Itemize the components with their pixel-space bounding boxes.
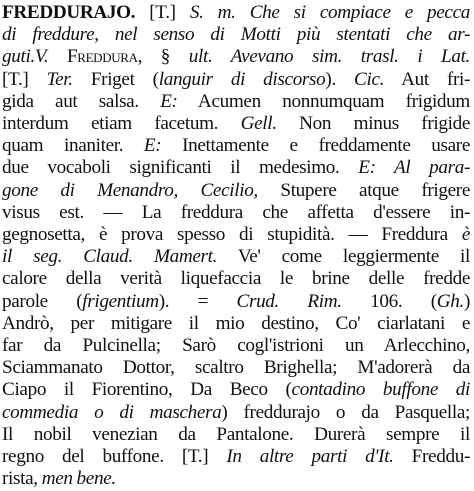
text-run: E: [160,90,178,112]
text-run: contadino buffone di [291,379,470,401]
text-run: Inettamente e freddamente usare [161,135,470,157]
text-run: Aut fri- [384,68,471,90]
text-run: gida aut salsa. [2,90,161,112]
entry-line [2,267,470,291]
entry-line [2,467,470,491]
entry-line [2,68,470,92]
text-run: interdum etiam facetum. [2,113,241,134]
text-run: parole ( [2,290,83,312]
entry-line [2,223,470,247]
text-run: ) [463,290,470,312]
entry-line [2,179,470,203]
text-run: visus est. — La freddura che affetta d'essere in- [2,201,470,223]
entry-line [2,245,470,269]
text-run: rista, [2,468,42,490]
entry-line [2,90,470,114]
text-run: è [461,224,470,245]
entry-line [2,45,470,69]
text-run: FREDDURAJO. [2,2,136,23]
text-run: Ve' come leggiermente il [217,246,470,268]
text-run: calore della verità liquefaccia le brine delle fredde [2,268,470,290]
text-run: ). = [158,290,237,312]
text-run: 106. ( [341,290,437,312]
entry-line [2,356,470,380]
entry-line [2,312,470,336]
entry-line [2,156,470,180]
entry-line [2,401,470,425]
text-run: In altre parti d'It. [226,446,394,467]
entry-line [2,334,470,358]
text-run: Il nobil venezian da Pantalone. Durerà sempre il [2,423,470,445]
text-run: il seg. Claud. Mamert. [2,246,218,268]
text-run: Gell. [240,113,277,134]
text-run: Non minus frigide [276,113,470,134]
text-run: Acumen nonnumquam frigidum [177,90,470,112]
entry-line [2,423,470,447]
text-run: gone di Menandro, Cecilio, [2,179,258,201]
text-run: ). [325,68,355,90]
text-run: frigentium [82,290,159,312]
text-run: men bene. [41,468,116,490]
text-run: gegnosetta, è prova spesso di stupidità. — Freddura [2,224,462,245]
text-run: S. m. Che si compiace e pecca [189,2,470,23]
entry-line [2,445,470,469]
text-run: E: Al para- [358,157,470,179]
text-run: Andrò, per mitigare il mio destino, Co' ciarlatani e [2,312,470,334]
text-run: Stupere atque frigere [257,179,471,201]
entry-line [2,378,470,402]
text-run: Ciapo il Fiorentino, Da Beco ( [2,379,292,401]
text-run: far da Pulcinella; Sarò cogl'istrioni un Arlecchino, [2,335,470,356]
text-run: Friget ( [72,68,159,90]
entry-line [2,290,470,314]
entry-line [2,201,470,225]
text-run: [T.] [2,68,47,90]
text-run: , § [137,46,189,68]
text-run: ) freddurajo o da Pasquella; [221,401,470,423]
text-run: guti.V. [2,46,49,68]
text-run: Sciammanato Dottor, scaltro Brighella; M'adorerà da [2,357,470,379]
text-run: Freddu- [393,446,470,467]
text-run: E: [143,135,162,157]
entry-line [2,134,470,158]
entry-line [2,1,470,25]
text-run: Crud. Rim. [236,290,342,312]
text-run: Cic. [354,68,385,90]
text-run: [T.] [135,2,190,23]
entry-line [2,23,470,47]
entry-line [2,112,470,136]
text-run: Gh. [436,290,464,312]
text-run: quam inaniter. [2,135,144,157]
text-run: ult. Avevano sim. trasl. i Lat. [188,46,470,68]
text-run: di freddure, nel senso di Motti più stentati che ar- [2,24,470,46]
text-run: languir di discorso [158,68,326,90]
text-run: commedia o di maschera [2,401,222,423]
text-run: due vocaboli significanti il medesimo. [2,157,359,179]
text-run: regno del buffone. [T.] [2,446,227,467]
text-run: Ter. [46,68,73,90]
text-run: Freddura [48,46,138,68]
